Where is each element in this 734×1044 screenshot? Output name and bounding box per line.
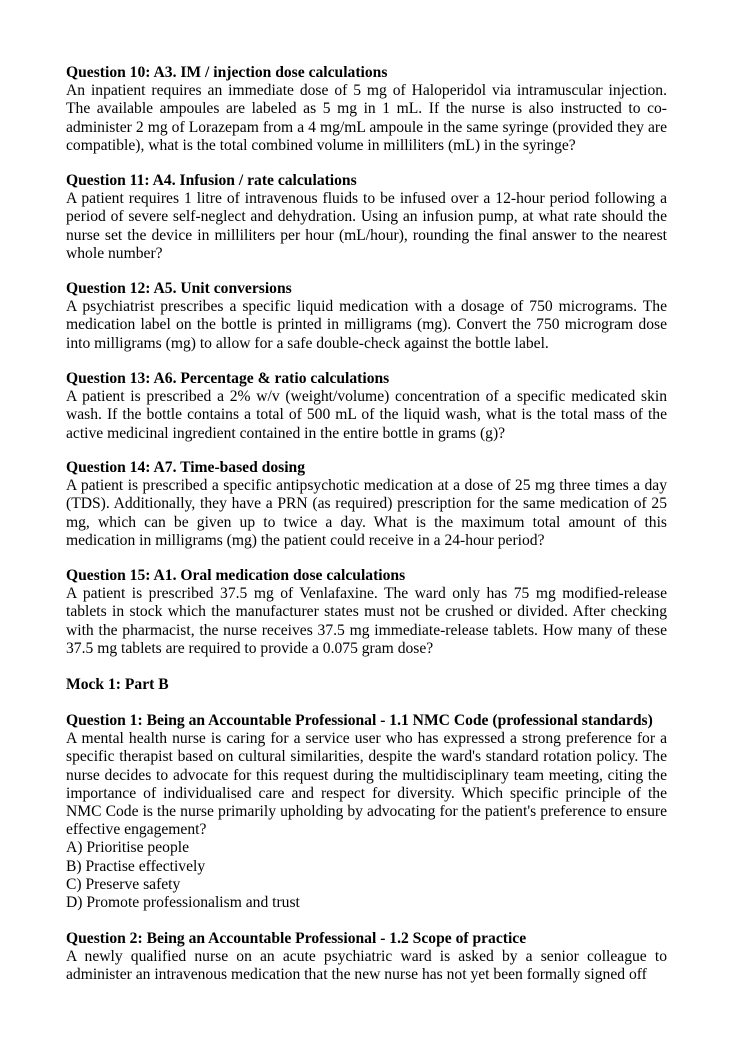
question-body: A patient requires 1 litre of intravenous fluids to be infused over a 12-hour period following a period of severe self-neglect and dehydration. Using an infusion pump, at what rate should the nurse set the device in milliliters per hour (mL/hour), rounding the final answer to the nearest whole number? — [66, 190, 667, 262]
question-14 — [66, 459, 667, 550]
question-body: A psychiatrist prescribes a specific liquid medication with a dosage of 750 micrograms. The medication label on the bottle is printed in milligrams (mg). Convert the 750 microgram dose into milligrams (mg) to allow for a safe double-check against the bottle label. — [66, 298, 667, 352]
question-title: Question 2: Being an Accountable Professional - 1.2 Scope of practice — [66, 930, 527, 947]
question-body: A newly qualified nurse on an acute psychiatric ward is asked by a senior colleague to administer an intravenous medication that the new nurse has not yet been formally signed off — [66, 948, 667, 984]
answer-option-d: D) Promote professionalism and trust — [66, 894, 300, 912]
question-title: Question 11: A4. Infusion / rate calculations — [66, 172, 357, 189]
question-b1 — [66, 712, 667, 912]
question-body: A patient is prescribed 37.5 mg of Venlafaxine. The ward only has 75 mg modified-release tablets in stock which the manufacturer states must not be crushed or divided. After checking with the pharmacist, the nurse receives 37.5 mg immediate-release tablets. How many of these 37.5 mg tablets are required to provide a 0.075 gram dose? — [66, 585, 667, 657]
question-10 — [66, 64, 667, 155]
question-12 — [66, 280, 667, 353]
answer-option-a: A) Prioritise people — [66, 839, 189, 857]
answer-option-b: B) Practise effectively — [66, 857, 206, 875]
question-body: A patient is prescribed a specific antipsychotic medication at a dose of 25 mg three times a day (TDS). Additionally, they have a PRN (as required) prescription for the same medication of 25 mg, which can be given up to twice a day. What is the maximum total amount of this medication in milligrams (mg) the patient could receive in a 24-hour period? — [66, 477, 667, 549]
question-13 — [66, 370, 667, 443]
question-title: Question 12: A5. Unit conversions — [66, 280, 292, 297]
question-title: Question 10: A3. IM / injection dose calculations — [66, 64, 388, 81]
answer-option-c: C) Preserve safety — [66, 875, 181, 893]
question-title: Question 14: A7. Time-based dosing — [66, 459, 306, 476]
question-title: Question 13: A6. Percentage & ratio calculations — [66, 370, 390, 387]
question-title: Question 1: Being an Accountable Professional - 1.1 NMC Code (professional standards) — [66, 712, 653, 729]
question-body: An inpatient requires an immediate dose of 5 mg of Haloperidol via intramuscular injection. The available ampoules are labeled as 5 mg in 1 mL. If the nurse is also instructed to co-administer 2 mg of Lorazepam from a 4 mg/mL ampoule in the same syringe (provided they are compatible), what is the total combined volume in milliliters (mL) in the syringe? — [66, 82, 667, 154]
question-title: Question 15: A1. Oral medication dose calculations — [66, 567, 406, 584]
question-11 — [66, 172, 667, 263]
question-b2 — [66, 930, 667, 985]
question-body: A patient is prescribed a 2% w/v (weight/volume) concentration of a specific medicated skin wash. If the bottle contains a total of 500 mL of the liquid wash, what is the total mass of the active medicinal ingredient contained in the entire bottle in grams (g)? — [66, 388, 667, 442]
section-heading: Mock 1: Part B — [66, 676, 169, 693]
question-body: A mental health nurse is caring for a service user who has expressed a strong preference for a specific therapist based on cultural similarities, despite the ward's standard rotation policy. The nurse decides to advocate for this request during the multidisciplinary team meeting, citing the importance of individualised care and respect for diversity. Which specific principle of the NMC Code is the nurse primarily upholding by advocating for the patient's preference to ensure effective engagement? — [66, 730, 667, 839]
question-15 — [66, 567, 667, 658]
